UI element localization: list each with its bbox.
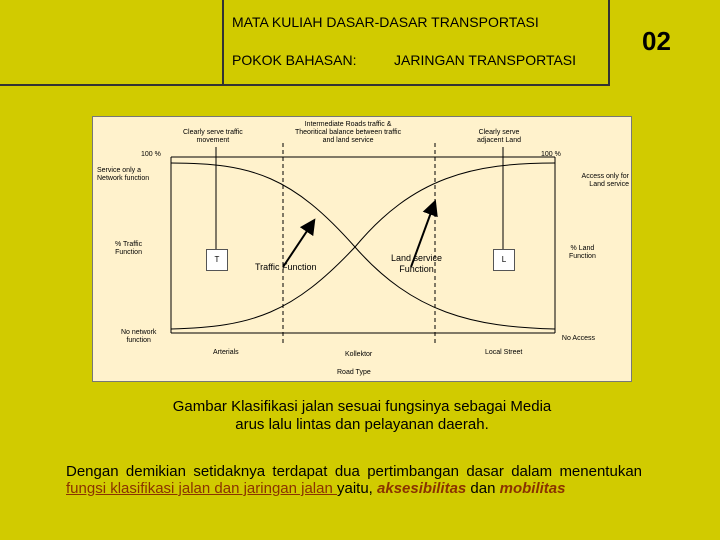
land-function-curve — [171, 163, 555, 329]
traffic-function-percent-label: % Traffic Function — [115, 241, 143, 256]
right-100-percent-label: 100 % — [541, 151, 561, 158]
course-title: MATA KULIAH DASAR-DASAR TRANSPORTASI — [232, 14, 539, 30]
header-panel — [224, 0, 610, 86]
body-text-before: Dengan demikian setidaknya terdapat dua pertimbangan dasar dalam menentukan — [66, 463, 642, 480]
accessibility-term: aksesibilitas — [377, 480, 467, 497]
body-text-and: dan — [466, 480, 500, 497]
traffic-box-t: T — [206, 249, 228, 271]
caption-line-2: arus lalu lintas dan pelayanan daerah. — [235, 416, 489, 433]
topic-label: POKOK BAHASAN: — [232, 52, 357, 68]
land-box-l: L — [493, 249, 515, 271]
no-network-function-label: No network function — [121, 329, 157, 344]
access-only-land-label: Access only for Land service — [581, 173, 629, 188]
mobility-term: mobilitas — [499, 480, 566, 497]
left-header-panel — [0, 0, 224, 86]
clearly-serve-adjacent-label: Clearly serve adjacent Land — [477, 129, 521, 144]
land-function-percent-label: % Land Function — [569, 245, 596, 260]
traffic-function-curve — [171, 163, 555, 329]
service-only-network-label: Service only a Network function — [97, 167, 150, 182]
arterials-label: Arterials — [213, 349, 239, 356]
body-text-middle: yaitu, — [337, 480, 378, 497]
no-access-label: No Access — [561, 335, 595, 342]
classification-link[interactable]: fungsi klasifikasi jalan dan jaringan jalan — [66, 480, 337, 497]
clearly-serve-traffic-label: Clearly serve traffic movement — [183, 129, 243, 144]
left-100-percent-label: 100 % — [141, 151, 161, 158]
land-service-function-label: Land service Function — [391, 253, 443, 274]
topic-value: JARINGAN TRANSPORTASI — [394, 52, 577, 68]
body-paragraph — [66, 463, 642, 497]
traffic-arrow — [283, 225, 311, 267]
caption-line-1: Gambar Klasifikasi jalan sesuai fungsinya sebagai Media — [172, 398, 552, 415]
traffic-function-label: Traffic Function — [255, 262, 317, 272]
intermediate-roads-label: Intermediate Roads traffic & Theoritical balance between traffic and land service — [295, 121, 402, 144]
road-classification-diagram — [92, 116, 632, 382]
figure-caption — [92, 398, 632, 434]
slide-number: 02 — [642, 26, 671, 56]
road-type-label: Road Type — [337, 369, 371, 376]
local-street-label: Local Street — [485, 349, 523, 356]
kollektor-label: Kollektor — [345, 351, 373, 358]
